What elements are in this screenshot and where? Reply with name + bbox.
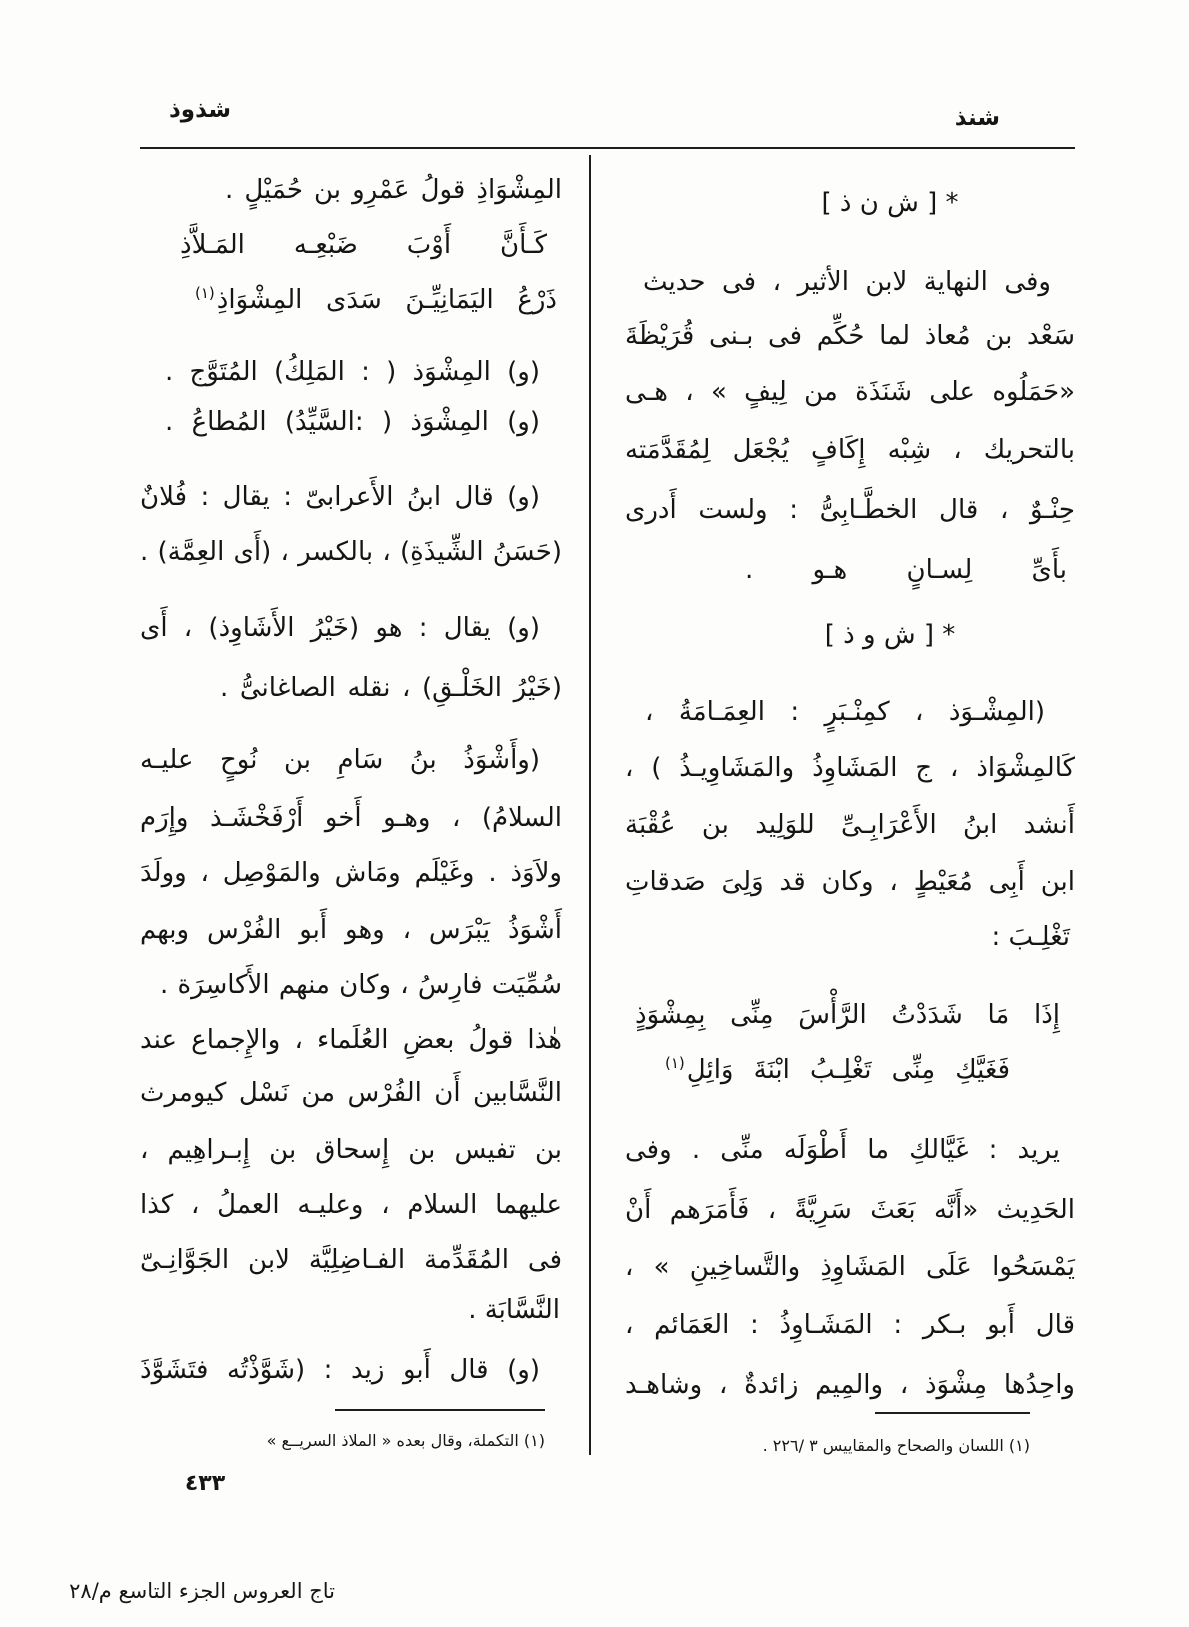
- text-line: بأَىِّ لِسـانٍ هـو .: [745, 555, 1067, 585]
- verse-line: [140, 220, 562, 270]
- text-line: تَغْلِـبَ :: [991, 922, 1070, 952]
- column-divider: [589, 155, 591, 1455]
- text-line: الحَدِيث «أَنَّه بَعَثَ سَرِيَّةً ، فَأَمَرَهم أَنْ: [625, 1195, 1075, 1225]
- text-line: سُمِّيَت فارِسُ ، وكان منهم الأَكاسِرَة .: [160, 970, 562, 1000]
- text-line: (و) المِشْوَذ ( : المَلِكُ) المُتَوَّج .: [165, 357, 540, 387]
- running-head-left: شذوذ: [168, 97, 231, 123]
- verse-text: إِذَا مَا شَدَدْتُ الرَّأْسَ مِنِّى بِمِشْوَذٍ: [635, 1000, 1060, 1030]
- text-line: وفى النهاية لابن الأثير ، فى حديث: [643, 267, 1051, 297]
- text-line: (و) قال ابنُ الأَعرابىّ : يقال : فُلانٌ: [140, 482, 540, 512]
- text-line: (خَيْرُ الخَلْـقِ) ، نقله الصاغانىُّ .: [220, 673, 562, 703]
- text-line: (وأَشْوَذُ بنُ سَامِ بن نُوحٍ عليـه: [140, 745, 540, 775]
- text-line: (و) المِشْوَذ ( :السَّيِّدُ) المُطاعُ .: [165, 407, 540, 437]
- root-heading-shnth: * [ ش ن ذ ]: [821, 188, 959, 218]
- text-line: حِنْـوٌ ، قال الخطَّـابِىُّ : ولست أَدرى: [625, 495, 1075, 525]
- text-line: بالتحريك ، شِبْه إِكَافٍ يُجْعَل لِمُقَدَّمَته: [625, 435, 1075, 465]
- text-line: (حَسَنُ الشِّيذَةِ) ، بالكسر ، (أَى العِمَّة) .: [140, 537, 562, 567]
- footnote-rule-left: [335, 1409, 545, 1411]
- text-line: (و) يقال : هو (خَيْرُ الأَشَاوِذ) ، أَى: [140, 613, 540, 643]
- footnote-marker: (١): [665, 1054, 685, 1073]
- text-line: ولاَوَذ . وغَيْلَم ومَاش والمَوْصِل ، وولَدَ: [140, 858, 562, 888]
- text-line: سَعْد بن مُعاذ لما حُكِّم فى بـنى قُرَيْظَةَ: [625, 321, 1075, 351]
- text-line: ابن أَبِى مُعَيْطٍ ، وكان قد وَلِىَ صَدقاتِ: [625, 867, 1075, 897]
- verse-text: فَغَيَّكِ مِنِّى تَغْلِـبُ ابْنَةَ وَائِلِ: [686, 1055, 1010, 1085]
- page-number: ٤٣٣: [184, 1471, 226, 1496]
- text-line: (و) قال أَبو زيد : (شَوَّذْتُه فتَشَوَّذَ: [140, 1355, 540, 1385]
- verse-text: ذَرْعُ اليَمَانِيِّـنَ سَدَى المِشْوَاذِ: [216, 285, 557, 315]
- text-line: «حَمَلُوه على شَنَذَة من لِيفٍ » ، هـى: [625, 377, 1075, 407]
- text-line: (المِشْـوَذ ، كمِنْـبَرٍ : العِمَـامَةُ ،: [645, 697, 1045, 727]
- left-column: [140, 0, 562, 1627]
- text-line: هٰذا قولُ بعضِ العُلَماء ، والإِجماع عند: [140, 1025, 562, 1055]
- footnote-right: (١) اللسان والصحاح والمقاييس ٣ /٢٢٦ .: [762, 1436, 1030, 1455]
- right-column: [625, 0, 1075, 1627]
- text-line: السلامُ) ، وهـو أَخو أَرْفَخْشَـذ وإِرَم: [140, 803, 562, 833]
- text-line: يريد : غَيَّالكِ ما أَطْوَلَه منِّى . وفى: [625, 1135, 1060, 1165]
- verse-text: كَـأَنَّ أَوْبَ ضَبْعِـه المَـلاَّذِ: [180, 230, 547, 260]
- text-line: عليهما السلام ، وعليـه العملُ ، كذا: [140, 1190, 562, 1220]
- text-line: يَمْسَحُوا عَلَى المَشَاوِذِ والتَّساخِينِ » ،: [625, 1252, 1075, 1282]
- text-line: كَالمِشْوَاذ ، ج المَشَاوِذُ والمَشَاوِيـذُ ) ،: [625, 753, 1075, 783]
- running-head-right: شنذ: [954, 105, 1000, 131]
- text-line: النَّسَّابين أَن الفُرْس من نَسْل كيومرث: [140, 1078, 562, 1108]
- text-line: المِشْوَاذِ قولُ عَمْرِو بن حُمَيْلٍ .: [225, 175, 562, 205]
- text-line: واحِدُها مِشْوَذ ، والمِيم زائدةٌ ، وشاهـد: [625, 1370, 1075, 1400]
- volume-signature: تاج العروس الجزء التاسع م/٢٨: [69, 1579, 335, 1603]
- verse-line: [625, 1045, 1075, 1095]
- root-heading-shwth: * [ ش و ذ ]: [824, 620, 956, 650]
- footnote-left: (١) التكملة، وقال بعده « الملاذ السريــع »: [266, 1431, 545, 1450]
- text-line: أَشْوَذُ يَبْرَس ، وهو أَبو الفُرْس وبهم: [140, 915, 562, 945]
- text-line: أَنشد ابنُ الأَعْرَابِـىِّ للوَلِيد بن عُقْبَة: [625, 810, 1075, 840]
- verse-line: [140, 275, 562, 325]
- text-line: بن تفيس بن إِسحاق بن إِبـراهِيم ،: [140, 1135, 562, 1165]
- text-line: فى المُقَدِّمة الفـاضِلِيَّة لابن الجَوَّانِـىّ: [140, 1245, 562, 1275]
- footnote-marker: (١): [195, 284, 215, 303]
- text-line: النَّسَّابَة .: [468, 1295, 560, 1325]
- footnote-rule-right: [875, 1412, 1030, 1414]
- verse-line: [625, 990, 1075, 1040]
- text-line: قال أَبو بـكر : المَشَـاوِذُ : العَمَائم ،: [625, 1310, 1075, 1340]
